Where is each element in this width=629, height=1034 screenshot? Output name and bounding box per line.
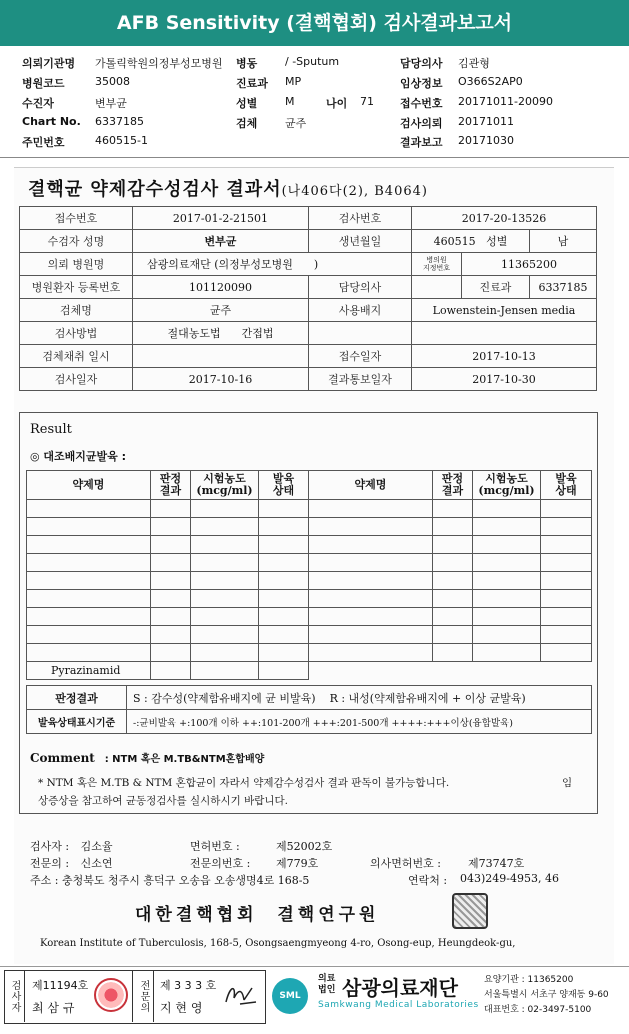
doctor-license: 제73747호 — [468, 857, 525, 870]
table-row — [27, 626, 592, 644]
cell-label: 검사번호 — [309, 207, 412, 230]
org-name: 삼광의료재단 — [342, 976, 458, 1000]
cell-label: 결과통보일자 — [309, 368, 412, 391]
table-row — [27, 572, 592, 590]
designated-label-1: 병의원 — [426, 256, 447, 264]
table-row — [27, 536, 592, 554]
spec-no: 제779호 — [276, 857, 319, 870]
col-growth-2: 상태 — [555, 484, 577, 497]
ward-label: 병동 — [236, 57, 258, 70]
tester-seal-icon — [94, 978, 128, 1012]
org-contact — [484, 973, 609, 1018]
comment-note-2: 상증상을 참고하여 균동정검사를 실시하시기 바랍니다. — [38, 795, 288, 807]
divider — [0, 966, 629, 967]
table-row — [27, 662, 592, 680]
comment-value: : NTM 혹은 M.TB&NTM혼합배양 — [104, 754, 265, 765]
col-conc — [191, 471, 259, 500]
cell-value: 2017-20-13526 — [412, 207, 597, 230]
cell-value: 변부균 — [133, 230, 309, 253]
cell-value — [412, 322, 597, 345]
institute-address: Korean Institute of Tuberculosis, 168-5, Osongsaengmyeong 4-ro, Osong-eup, Heungdeok-gu, — [40, 938, 516, 949]
cell-value: 2017-10-16 — [133, 368, 309, 391]
col-growth-2: 상태 — [272, 484, 295, 497]
col-conc-1: 시험농도 — [203, 472, 246, 485]
col-conc — [473, 471, 541, 500]
tester-label: 검사자 : — [30, 840, 70, 853]
cell-label: 검체명 — [20, 299, 133, 322]
sml-logo-icon: SML — [272, 978, 308, 1014]
report-label: 결과보고 — [400, 136, 443, 149]
org-prefix — [318, 974, 335, 996]
col-drug: 약제명 — [27, 471, 151, 500]
cell-value — [133, 322, 309, 345]
cell-value — [412, 276, 462, 299]
doctor-value: 김관형 — [458, 57, 490, 70]
col-drug: 약제명 — [309, 471, 433, 500]
table-row — [27, 500, 592, 518]
growth-criteria: -:균비발육 +:100개 이하 ++:101-200개 +++:201-500개 ++++:+++이상(융합발육) — [127, 710, 592, 734]
org-code: 요양기관 : 11365200 — [484, 975, 574, 985]
cell-value: 11365200 — [462, 253, 597, 276]
col-judge-2: 결과 — [441, 484, 464, 497]
specimen-label: 검체 — [236, 117, 258, 130]
comment-label: Comment — [30, 751, 95, 765]
specialist-sign-name: 지 현 영 — [160, 1001, 203, 1015]
report-title: AFB Sensitivity (결핵협회) 검사결과보고서 — [0, 0, 629, 46]
chart-value: 6337185 — [95, 115, 144, 128]
request-value: 20171011 — [458, 115, 514, 128]
cell-value — [133, 253, 412, 276]
col-judge-2: 결과 — [159, 484, 182, 497]
comment-note — [38, 775, 578, 790]
contact-value: 043)249-4953, 46 — [460, 872, 559, 885]
col-growth-1: 발육 — [272, 472, 295, 485]
form-title-text: 결핵균 약제감수성검사 결과서 — [28, 179, 282, 200]
cell-value — [412, 230, 530, 253]
cell-label: 검체채취 일시 — [20, 345, 133, 368]
staff-line-2 — [30, 855, 610, 871]
cell-label: 검사일자 — [20, 368, 133, 391]
hospital-name: 삼광의료재단 (의정부성모병원 — [147, 258, 293, 271]
receipt-value: 20171011-20090 — [458, 95, 553, 108]
tester-sign-name: 최 삼 규 — [32, 1001, 75, 1015]
contact-label: 연락처 : — [408, 874, 448, 887]
table-row — [27, 554, 592, 572]
tester-name: 김소율 — [80, 840, 113, 853]
signature-icon — [222, 980, 258, 1008]
drug-name: Pyrazinamid — [27, 662, 151, 680]
cell-label: 의뢰 병원명 — [20, 253, 133, 276]
col-judge-1: 판정 — [441, 472, 464, 485]
spec-no-label: 전문의번호 : — [190, 857, 251, 870]
institute-name: 대한결핵협회 결핵연구원 — [135, 905, 380, 925]
cell-value — [133, 345, 309, 368]
col-conc-2: (mcg/ml) — [478, 484, 535, 497]
address-value: 충청북도 청주시 흥덕구 오송읍 오송생명4로 168-5 — [61, 874, 310, 887]
table-row — [27, 644, 592, 662]
col-judge — [433, 471, 473, 500]
cell-value: 2017-10-13 — [412, 345, 597, 368]
cell-value: 균주 — [133, 299, 309, 322]
specimen-value: 균주 — [285, 117, 307, 130]
cell-value: 101120090 — [133, 276, 309, 299]
age-label: 나이 — [326, 97, 348, 110]
table-row — [27, 590, 592, 608]
institute-seal — [452, 893, 488, 929]
staff-line-1 — [30, 838, 610, 854]
cell-value: 2017-01-2-21501 — [133, 207, 309, 230]
result-title: Result — [30, 422, 72, 437]
doctor-label: 담당의사 — [400, 57, 443, 70]
tester-no: 제11194호 — [32, 979, 89, 992]
cell-label — [412, 253, 462, 276]
clinical-label: 임상정보 — [400, 77, 443, 90]
judgement-value — [127, 686, 592, 710]
comment — [30, 750, 264, 765]
judgement-label: 판정결과 — [27, 686, 127, 710]
cell-label: 수검자 성명 — [20, 230, 133, 253]
cell-label: 담당의사 — [309, 276, 412, 299]
cell-label: 접수일자 — [309, 345, 412, 368]
method-2: 간접법 — [241, 327, 274, 340]
sex-label: 성별 — [486, 235, 508, 248]
doctor-license-label: 의사면허번호 : — [370, 857, 441, 870]
hospital-close: ) — [313, 258, 319, 271]
col-judge — [151, 471, 191, 500]
s-criteria: S : 감수성(약제함유배지에 균 비발육) — [133, 691, 316, 705]
resident-label: 주민번호 — [22, 136, 65, 149]
hospital-label: 의뢰기관명 — [22, 57, 76, 70]
cell-value: 6337185 — [530, 276, 597, 299]
ward-value: / -Sputum — [285, 55, 340, 68]
code-label: 병원코드 — [22, 77, 65, 90]
specialist-label: 전문의 : — [30, 857, 70, 870]
cell-label: 접수번호 — [20, 207, 133, 230]
resident-value: 460515-1 — [95, 134, 148, 147]
cell-label: 사용배지 — [309, 299, 412, 322]
cell-value — [309, 322, 412, 345]
tester-side-label: 검사자 — [4, 970, 25, 1022]
designated-label-2: 지정번호 — [422, 264, 451, 272]
sex-label: 성별 — [236, 97, 258, 110]
table-row — [27, 518, 592, 536]
patient-label: 수진자 — [22, 97, 54, 110]
col-growth-1: 발육 — [555, 472, 577, 485]
hospital-value: 가톨릭학원의정부성모병원 — [95, 57, 223, 70]
receipt-label: 접수번호 — [400, 97, 443, 110]
method-1: 절대농도법 — [167, 327, 221, 340]
comment-note-1: * NTM 혹은 M.TB & NTM 혼합균이 자라서 약제감수성검사 결과 판독이 불가능합니다. — [38, 777, 450, 789]
cell-value: Lowenstein-Jensen media — [412, 299, 597, 322]
request-label: 검사의뢰 — [400, 117, 443, 130]
form-title — [28, 175, 428, 201]
cell-value: 남 — [530, 230, 597, 253]
org-address: 서울특별시 서초구 양재동 9-60 — [484, 990, 609, 1000]
divider — [0, 157, 629, 158]
report-value: 20171030 — [458, 134, 514, 147]
specialist-side-label: 전문의 — [132, 970, 154, 1022]
col-growth — [541, 471, 592, 500]
chart-label: Chart No. — [22, 115, 81, 128]
address-label: 주소 : — [30, 874, 59, 887]
org-prefix-2: 법인 — [318, 985, 336, 995]
org-en: Samkwang Medical Laboratories — [318, 1000, 479, 1010]
table-row — [27, 608, 592, 626]
patient-value: 변부균 — [95, 97, 127, 110]
sex-value: M — [285, 95, 295, 108]
r-criteria: R : 내성(약제함유배지에 + 이상 균발육) — [329, 691, 526, 705]
control-growth: ◎ 대조배지균발육 : — [30, 450, 127, 463]
code-value: 35008 — [95, 75, 130, 88]
age-value: 71 — [360, 95, 374, 108]
comment-note-1b: 임 — [562, 777, 573, 789]
specialist-name: 신소연 — [80, 857, 113, 870]
cell-value: 2017-10-30 — [412, 368, 597, 391]
cell-label: 검사방법 — [20, 322, 133, 345]
col-judge-1: 판정 — [159, 472, 182, 485]
license-value: 제52002호 — [276, 840, 333, 853]
org-prefix-1: 의료 — [318, 974, 336, 984]
specialist-no: 제 3 3 3 호 — [160, 979, 217, 992]
cell-label: 병원환자 등록번호 — [20, 276, 133, 299]
col-conc-1: 시험농도 — [485, 472, 528, 485]
dept-value: MP — [285, 75, 302, 88]
cell-label: 진료과 — [462, 276, 530, 299]
cell-label: 생년월일 — [309, 230, 412, 253]
growth-label: 발육상태표시기준 — [27, 710, 127, 734]
org-phone: 대표번호 : 02-3497-5100 — [484, 1005, 592, 1015]
col-growth — [259, 471, 309, 500]
criteria-table — [26, 685, 592, 734]
staff-line-3 — [30, 872, 610, 888]
test-info-table — [19, 206, 597, 391]
form-title-code: (나406다(2), B4064) — [281, 184, 428, 199]
drug-result-table — [26, 470, 592, 680]
birth-value: 460515 — [433, 235, 476, 248]
license-label: 면허번호 : — [190, 840, 240, 853]
col-conc-2: (mcg/ml) — [196, 484, 253, 497]
clinical-value: O366S2AP0 — [458, 75, 523, 88]
dept-label: 진료과 — [236, 77, 268, 90]
